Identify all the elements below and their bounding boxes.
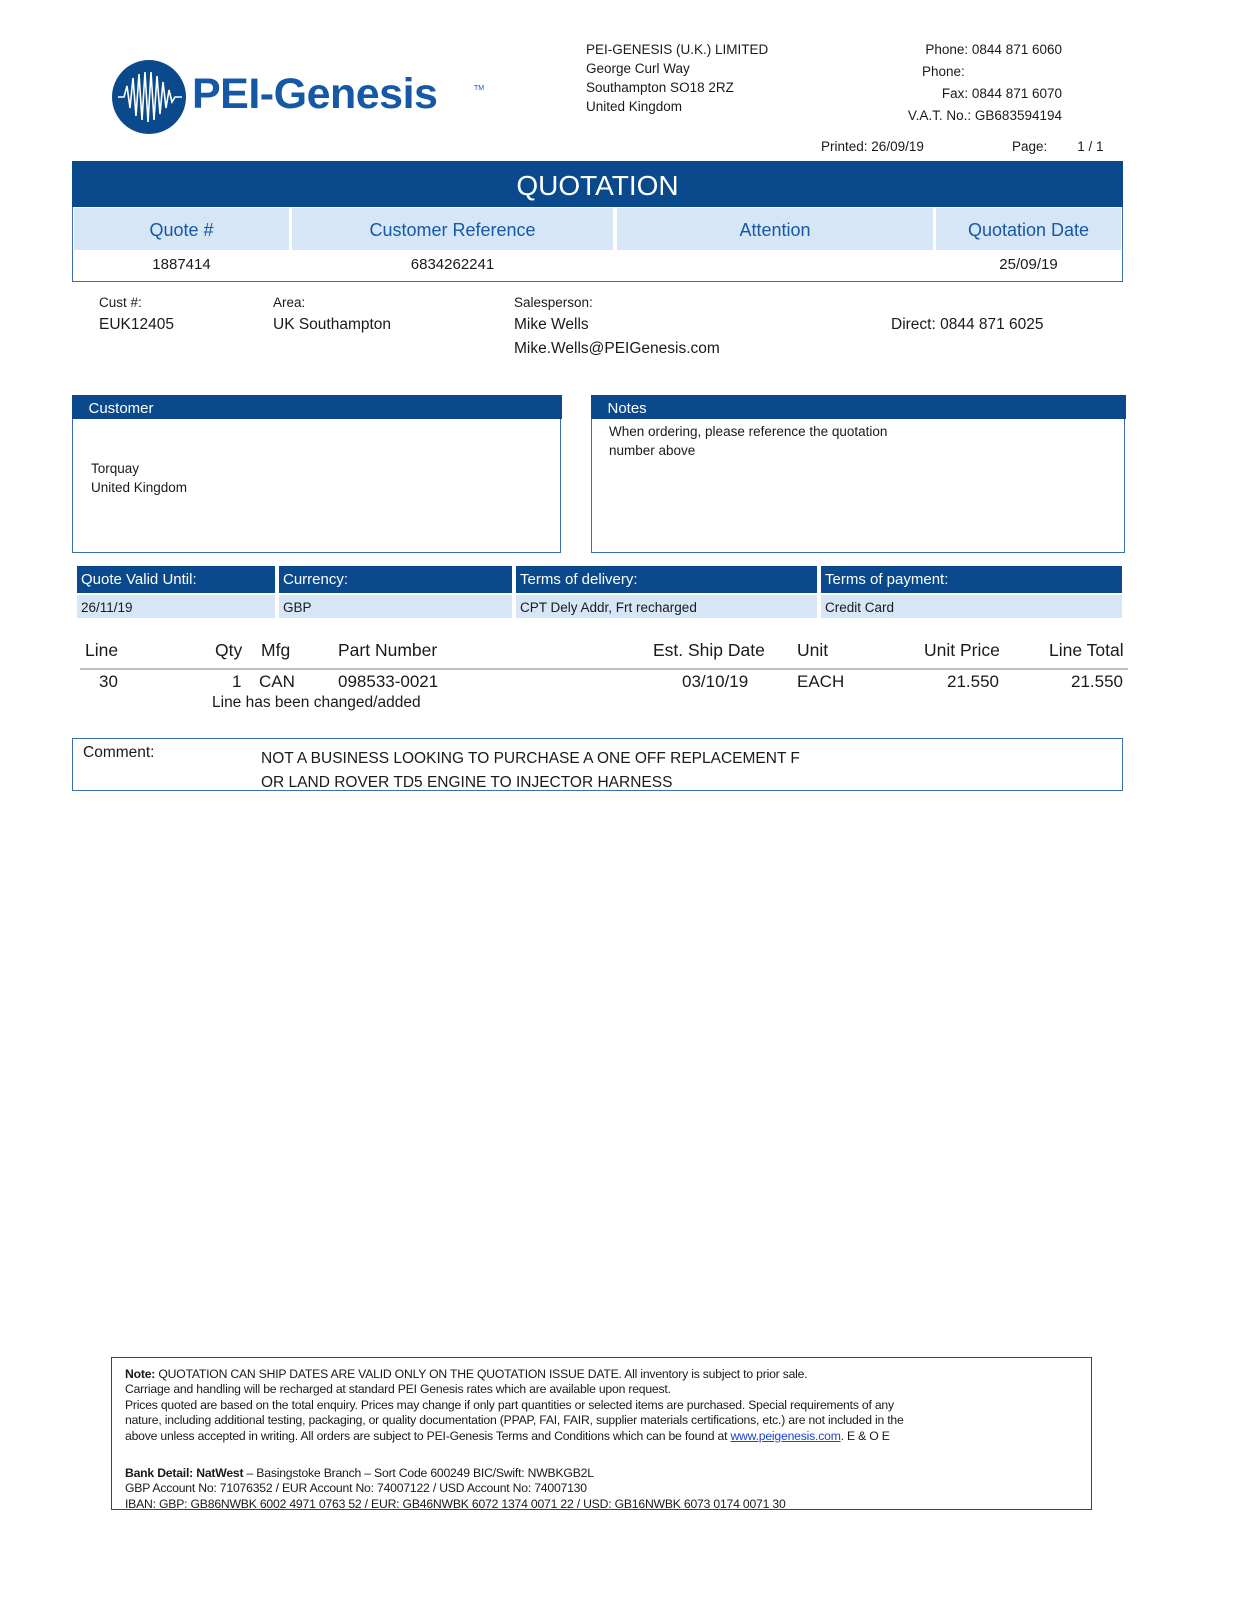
phone-value: 0844 871 6060 [971,42,1062,57]
bank-line: GBP Account No: 71076352 / EUR Account No: 74007122 / USD Account No: 74007130 [125,1481,587,1496]
bank-details [125,1466,786,1512]
phone-row [860,39,1062,61]
note-line-text: QUOTATION CAN SHIP DATES ARE VALID ONLY ON THE QUOTATION ISSUE DATE. All inventory is subject to prior sale. [158,1367,808,1381]
bank-bold-label: Bank Detail: NatWest [125,1466,244,1480]
phone-label: Phone: [925,42,969,57]
notes-line: When ordering, please reference the quotation [609,424,888,439]
attention-header: Attention [617,208,933,250]
address-line: United Kingdom [586,99,683,114]
comment-line: NOT A BUSINESS LOOKING TO PURCHASE A ONE OFF REPLACEMENT F [261,750,800,767]
address-line: PEI-GENESIS (U.K.) LIMITED [586,42,769,57]
comment-line: OR LAND ROVER TD5 ENGINE TO INJECTOR HARNESS [261,774,673,791]
row-unit: EACH [797,672,845,691]
printed-date [821,139,924,154]
row-part-number: 098533-0021 [338,672,439,691]
quote-number-header: Quote # [74,208,289,250]
company-logo [112,60,492,136]
terms-payment-value: Credit Card [821,595,1122,618]
quote-valid-header: Quote Valid Until: [77,566,275,593]
note-line-text: . E & O E [840,1428,890,1443]
comment-box [72,738,1123,791]
quote-valid-value: 26/11/19 [77,595,275,618]
comment-text [261,747,800,795]
terms-note-box [111,1357,1092,1510]
row-mfg: CAN [259,672,295,691]
website-link[interactable]: www.peigenesis.com [730,1428,841,1443]
terms-delivery-header: Terms of delivery: [516,566,817,593]
note-line: Prices quoted are based on the total enquiry. Prices may change if only part quantities or selected items are purchased. Special requirements of any [125,1397,894,1412]
vat-value: GB683594194 [974,108,1062,123]
customer-box [72,395,561,553]
notes-line: number above [609,443,696,458]
row-qty: 1 [232,672,242,691]
bank-line: IBAN: GBP: GB86NWBK 6002 4971 0763 52 / EUR: GB46NWBK 6072 1374 0071 22 / USD: GB16NWBK 6073 0174 0071 30 [125,1496,786,1511]
quotation-date-value: 25/09/19 [999,256,1058,273]
salesperson-label: Salesperson: [514,295,593,310]
company-address [586,40,768,116]
terms-payment-header: Terms of payment: [821,566,1122,593]
note-line-text: above unless accepted in writing. All orders are subject to PEI-Genesis Terms and Conditions which can be found at [125,1428,728,1443]
terms-delivery-value: CPT Dely Addr, Frt recharged [516,595,817,618]
col-part-header: Part Number [338,640,438,660]
table-header-divider [80,668,1128,670]
page-number [1012,139,1104,154]
printed-value: 26/09/19 [871,139,924,154]
terms-note-text [125,1367,904,1444]
row-unit-price: 21.550 [947,672,999,691]
salesperson-name: Mike Wells [514,316,589,333]
col-line-header: Line [85,640,119,660]
address-line: George Curl Way [586,61,690,76]
currency-header: Currency: [279,566,512,593]
customer-address-line: United Kingdom [91,480,188,495]
note-bold-label: Note: [125,1367,156,1381]
row-line: 30 [99,672,118,691]
customer-reference-value: 6834262241 [410,256,495,273]
printed-label: Printed: [821,139,868,154]
customer-reference-header: Customer Reference [292,208,613,250]
area-label: Area: [273,295,306,310]
fax-label: Fax: [941,86,969,101]
row-change-note: Line has been changed/added [212,694,421,711]
quote-number-value: 1887414 [152,256,211,273]
logo-waveform-icon [112,60,186,134]
area-value: UK Southampton [273,316,392,333]
salesperson-email[interactable]: Mike.Wells@PEIGenesis.com [514,340,720,357]
note-line: Carriage and handling will be recharged at standard PEI Genesis rates which are available upon request. [125,1382,671,1397]
company-contact [860,39,1062,127]
page-label: Page: [1012,139,1048,154]
vat-label: V.A.T. No.: [907,108,972,123]
col-unit-header: Unit [797,640,829,660]
note-line [125,1367,904,1382]
col-price-header: Unit Price [924,640,1000,660]
direct-phone: Direct: 0844 871 6025 [891,316,1044,333]
page-value: 1 / 1 [1077,139,1104,154]
row-ship-date: 03/10/19 [682,672,749,691]
notes-box [591,395,1125,553]
phone2-label: Phone: [922,64,965,79]
note-line [125,1429,904,1444]
col-qty-header: Qty [215,640,243,660]
customer-box-title: Customer [72,395,562,419]
col-ship-header: Est. Ship Date [653,640,765,660]
currency-value: GBP [279,595,512,618]
cust-number-value: EUK12405 [99,316,174,333]
note-line: nature, including additional testing, packaging, or quality documentation (PPAP, FAI, FAIR, supplier materials certifications, etc.) are not included in the [125,1413,904,1428]
address-line: Southampton SO18 2RZ [586,80,734,95]
customer-address [91,459,187,497]
logo-wordmark: PEI-Genesis [192,70,438,118]
phone2-row [860,61,1062,83]
vat-row [860,105,1062,127]
notes-box-title: Notes [591,395,1126,419]
col-total-header: Line Total [1049,640,1124,660]
col-mfg-header: Mfg [261,640,291,660]
comment-label: Comment: [83,744,155,761]
fax-value: 0844 871 6070 [971,86,1062,101]
notes-text [609,422,887,460]
logo-trademark: TM [474,85,485,92]
bank-line-text: – Basingstoke Branch – Sort Code 600249 BIC/Swift: NWBKGB2L [243,1466,594,1480]
quotation-date-header: Quotation Date [936,208,1121,250]
quotation-title: QUOTATION [72,161,1123,207]
cust-number-label: Cust #: [99,295,142,310]
customer-address-line: Torquay [91,461,140,476]
bank-line [125,1466,786,1481]
fax-row [860,83,1062,105]
row-line-total: 21.550 [1071,672,1123,691]
